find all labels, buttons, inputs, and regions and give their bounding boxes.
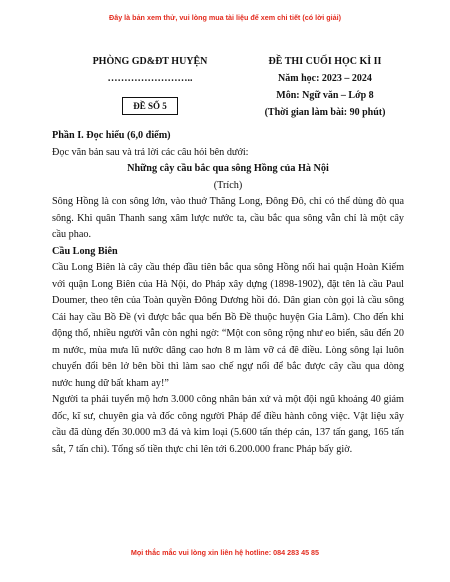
section-instruction: Đọc văn bản sau và trả lời các câu hỏi bên dưới: [52,146,249,158]
header-right-block [250,53,400,121]
paragraph-construction: Người ta phải tuyển mộ hơn 3.000 công nhân bản xứ và một đội ngũ khoảng 40 giám đốc, kĩ sư, chuyên gia và đốc công người Pháp để điều hành công việc. Vật liệu xây cầu đã dùng đến 30.000 m3 đá và kim loại (5.600 tấn thép cán, 137 tấn gang, 165 tấn sắt, 7 tấn chì). Tổng số tiền thực chi lên tới 6.200.000 franc Pháp bấy giờ. [52,394,404,455]
department-name: PHÒNG GD&ĐT HUYỆN [92,56,208,67]
header-left-block [55,53,245,115]
hotline-banner: Mọi thắc mắc vui lòng xin liên hệ hotline: 084 283 45 85 [130,548,320,557]
reading-section [52,128,404,458]
school-year: Năm học: 2023 – 2024 [278,73,372,84]
paragraph-intro: Sông Hồng là con sông lớn, vào thuở Thăng Long, Đông Đô, chỉ có thể dùng đò qua sông. Khi quân Thanh sang xâm lược nước ta, cầu bắc qua sông vẫn chỉ là một cây cầu phao. [52,196,404,240]
preview-notice-banner: Đây là bản xem thử, vui lòng mua tài liệu để xem chi tiết (có lời giải) [109,13,341,22]
section-heading: Phần I. Đọc hiểu (6,0 điểm) [52,130,171,141]
subheading-long-bien: Cầu Long Biên [52,245,118,257]
paragraph-long-bien: Cầu Long Biên là cây cầu thép đầu tiên bắc qua sông Hồng nối hai quận Hoàn Kiếm với quận Long Biên của Hà Nội, do Pháp xây dựng (1898-1902), đặt tên là cầu Paul Doumer, theo tên của Toàn quyền Đông Dương hồi đó. Dân gian còn gọi là cầu sông Cái hay cầu Bồ Đề (vì được bắc qua bến Bồ Đề thuộc huyện Gia Lâm). Cho đến khi động thổ, nhiều người vẫn còn nghi ngờ: “Một con sông rộng như eo biển, sâu đến 20 m nước, mùa mưa lũ nước dâng cao hơn 8 m làm vỡ cả đê điều. Lòng sông lại luôn chuyển đổi bên lở bên bồi thì làm sao chế ngự nổi để bắc được cây cầu qua dòng nước hung dữ bất kham ay!” [52,262,404,389]
exam-title: ĐỀ THI CUỐI HỌC KÌ II [268,56,382,67]
exam-duration: (Thời gian làm bài: 90 phút) [264,107,386,118]
subject-grade: Môn: Ngữ văn – Lớp 8 [276,90,374,101]
excerpt-note: (Trích) [213,179,243,191]
passage-title: Những cây cầu bắc qua sông Hồng của Hà Nội [127,163,329,174]
exam-code-box: ĐỀ SỐ 5 [122,97,178,115]
district-blank: …………………….. [107,73,193,84]
